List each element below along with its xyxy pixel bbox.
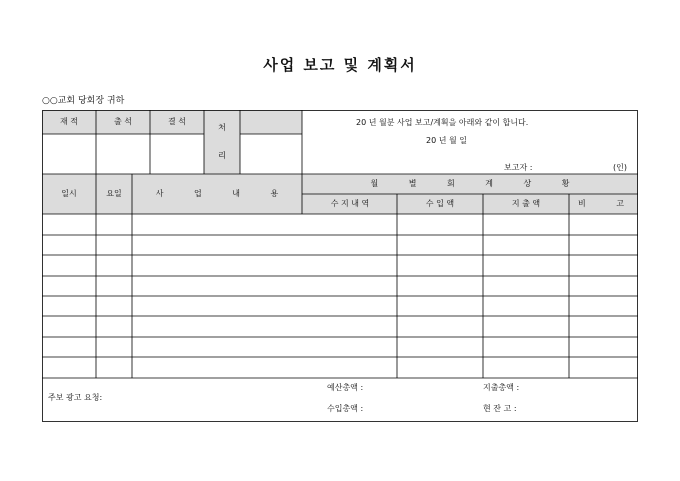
col-remarks: 비 고 (578, 199, 638, 208)
col-date: 일시 (61, 189, 77, 198)
col-content: 사 업 내 용 (155, 189, 293, 198)
report-form (42, 110, 638, 422)
col-day: 요일 (106, 189, 122, 198)
report-statement: 20 년 월분 사업 보고/계획을 아래와 같이 합니다. (356, 118, 529, 127)
addressee: ○○교회 당회장 귀하 (42, 96, 125, 106)
header-attended: 출 석 (114, 117, 132, 126)
bulletin-request: 주보 광고 요청: (48, 393, 103, 402)
current-balance: 현 잔 고 : (483, 404, 517, 413)
process-label-top: 처 (218, 123, 226, 132)
col-expense: 지 출 액 (511, 199, 541, 208)
reporter-label: 보고자 : (504, 163, 533, 172)
document-title: 사업 보고 및 계획서 (263, 56, 417, 74)
header-absent: 결 석 (168, 117, 186, 126)
col-income: 수 입 액 (425, 199, 455, 208)
seal-mark: (인) (613, 163, 627, 172)
income-total: 수입총액 : (327, 404, 364, 413)
report-date: 20 년 월 일 (426, 136, 467, 145)
header-enrolled: 재 적 (60, 117, 78, 126)
budget-total: 예산총액 : (327, 383, 364, 392)
form-grid (42, 110, 638, 422)
col-income-detail: 수 지 내 역 (330, 199, 370, 208)
expense-total: 지출총액 : (483, 383, 520, 392)
process-label-bottom: 리 (218, 151, 226, 160)
col-accounting-title: 월 별 회 계 상 황 (370, 179, 584, 188)
